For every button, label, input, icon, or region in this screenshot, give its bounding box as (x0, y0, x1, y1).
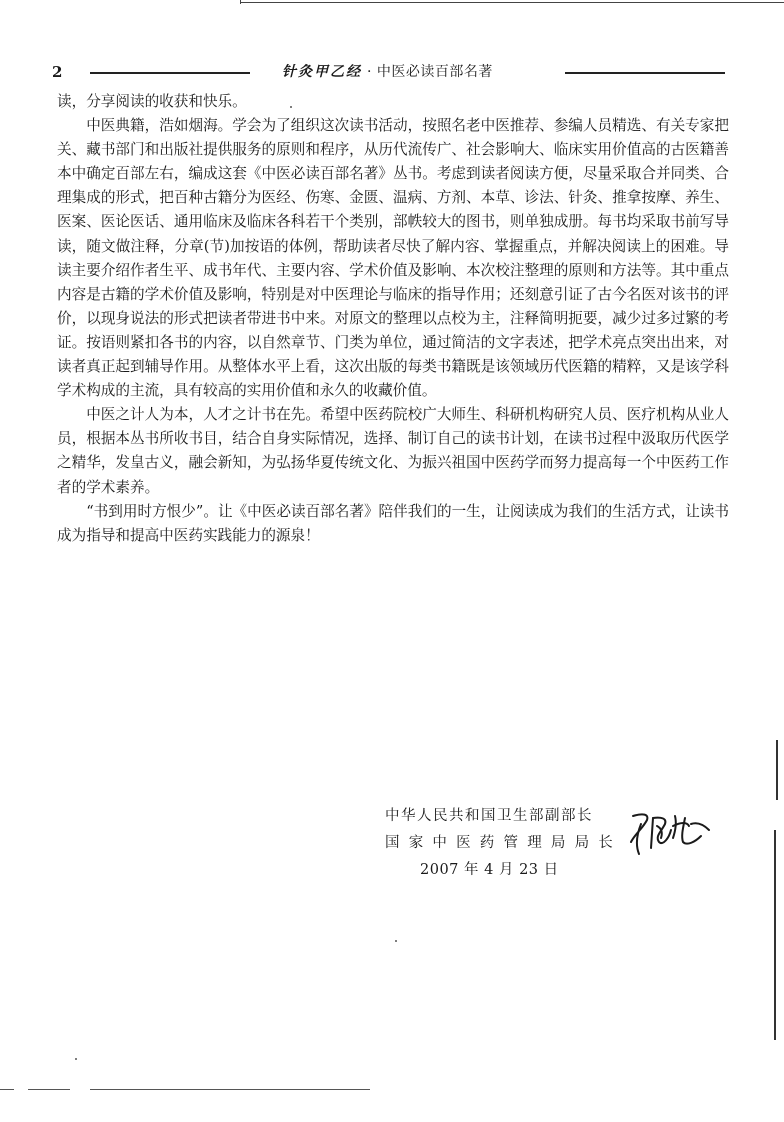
page-header (0, 60, 784, 84)
header-rule-right (565, 72, 725, 74)
book-title: 针灸甲乙经 (282, 64, 362, 80)
paragraph-continuation: 读，分享阅读的收获和快乐。 (57, 93, 247, 110)
header-rule-left (90, 72, 250, 74)
paragraph: 中医典籍，浩如烟海。学会为了组织这次读书活动，按照名老中医推荐、参编人员精选、有关专家把关、藏书部门和出版社提供服务的原则和程序，从历代流传广、社会影响大、临床实用价值高的古医籍善本中确定百部左右，编成这套《中医必读百部名著》丛书。考虑到读者阅读方便，尽量采取合并同类、合理集成的形式，把百种古籍分为医经、伤寒、金匮、温病、方剂、本草、诊法、针灸、推拿按摩、养生、医案、医论医话、通用临床及临床各科若干个类别，部帙较大的图书，则单独成册。每书均采取书前写导读，随文做注释，分章(节)加按语的体例，帮助读者尽快了解内容、掌握重点，并解决阅读上的困难。导读主要介绍作者生平、成书年代、主要内容、学术价值及影响、本次校注整理的原则和方法等。其中重点内容是古籍的学术价值及影响，特别是对中医理论与临床的指导作用；还刻意引证了古今名医对该书的评价，以现身说法的形式把读者带进书中来。对原文的整理以点校为主，注释简明扼要，减少过多过繁的考证。按语则紧扣各书的内容，以自然章节、门类为单位，通过简洁的文字表述，把学术亮点突出出来，对读者真正起到辅导作用。从整体水平上看，这次出版的每类书籍既是该领域历代医籍的精粹，又是该学科学术构成的主流，具有较高的实用价值和永久的收藏价值。 (57, 117, 729, 400)
scan-edge-line (774, 830, 776, 1040)
scan-speck (75, 1058, 77, 1060)
scan-edge-line (0, 1089, 14, 1090)
signature-date: 2007 年 4 月 23 日 (420, 862, 559, 878)
paragraph: “书到用时方恨少”。让《中医必读百部名著》陪伴我们的一生，让阅读成为我们的生活方式，让读书成为指导和提高中医药实践能力的源泉！ (57, 502, 729, 544)
scan-edge-line (240, 2, 784, 3)
scan-edge-line (90, 1089, 370, 1090)
page-number: 2 (52, 63, 63, 81)
paragraph: 中医之计人为本，人才之计书在先。希望中医药院校广大师生、科研机构研究人员、医疗机构从业人员，根据本丛书所收书目，结合自身实际情况，选择、制订自己的读书计划，在读书过程中汲取历代医学之精华，发皇古义，融会新知，为弘扬华夏传统文化、为振兴祖国中医药学而努力提高每一个中医药工作者的学术素养。 (57, 406, 729, 496)
signer-title-2: 国家中医药管理局局长 (385, 835, 622, 851)
handwritten-signature (625, 808, 715, 858)
running-title (282, 61, 493, 81)
scan-edge-line (776, 740, 778, 800)
scan-edge-tick (240, 0, 241, 4)
scan-edge-line (28, 1089, 70, 1090)
signature-block (385, 803, 625, 884)
scan-speck (290, 106, 292, 108)
body-text (57, 90, 729, 548)
title-separator: · (362, 64, 377, 80)
series-title: 中医必读百部名著 (376, 64, 493, 80)
signer-title-1: 中华人民共和国卫生部副部长 (385, 808, 593, 824)
scan-speck (395, 940, 397, 942)
